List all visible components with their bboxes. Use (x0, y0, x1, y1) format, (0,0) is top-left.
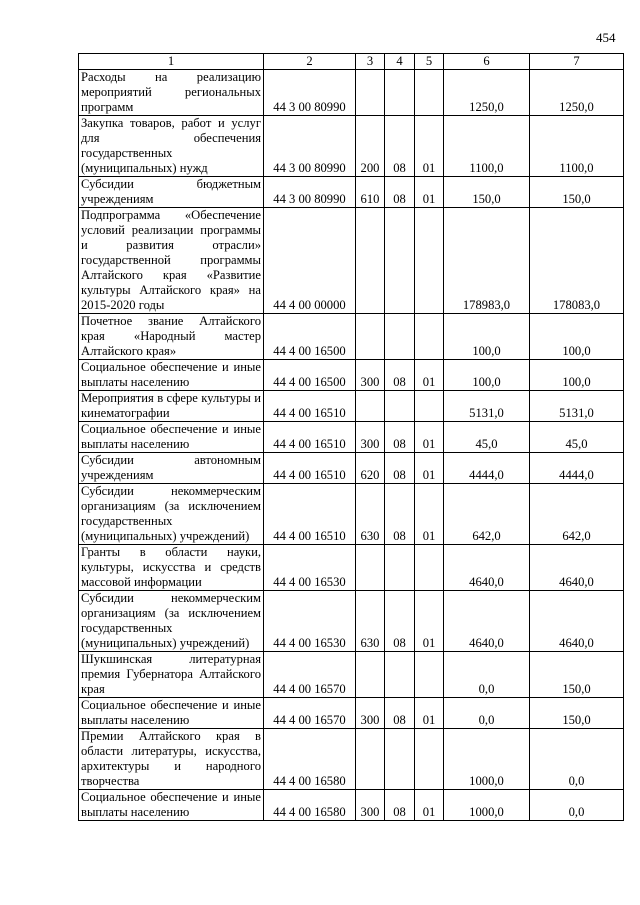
row-value-col6: 100,0 (444, 360, 530, 391)
row-name: Социальное обеспечение и иные выплаты населению (79, 422, 264, 453)
row-code: 44 4 00 16510 (264, 453, 356, 484)
row-col3: 200 (356, 116, 385, 177)
row-code: 44 4 00 16500 (264, 314, 356, 360)
row-value-col7: 150,0 (530, 177, 624, 208)
row-value-col6: 1100,0 (444, 116, 530, 177)
row-value-col6: 150,0 (444, 177, 530, 208)
table-row (79, 422, 624, 453)
row-value-col7: 4444,0 (530, 453, 624, 484)
row-value-col7: 150,0 (530, 652, 624, 698)
row-name: Субсидии автономным учреждениям (79, 453, 264, 484)
table-row (79, 790, 624, 821)
row-col3 (356, 545, 385, 591)
row-col5: 01 (415, 360, 444, 391)
row-code: 44 4 00 16570 (264, 652, 356, 698)
row-value-col6: 178983,0 (444, 208, 530, 314)
row-col5: 01 (415, 422, 444, 453)
row-col3 (356, 314, 385, 360)
row-value-col6: 1000,0 (444, 729, 530, 790)
row-col5: 01 (415, 116, 444, 177)
table-row (79, 729, 624, 790)
row-col5: 01 (415, 453, 444, 484)
row-name: Премии Алтайского края в области литературы, искусства, архитектуры и народного творчества (79, 729, 264, 790)
row-col5 (415, 70, 444, 116)
table-row (79, 391, 624, 422)
row-value-col6: 4444,0 (444, 453, 530, 484)
row-name: Подпрограмма «Обеспечение условий реализации программы и развития отрасли» государственной программы Алтайского края «Развитие культуры Алтайского края» на 2015-2020 годы (79, 208, 264, 314)
row-col4 (385, 652, 415, 698)
row-col3 (356, 729, 385, 790)
page-number: 454 (596, 30, 616, 45)
table-row (79, 360, 624, 391)
row-col4: 08 (385, 484, 415, 545)
row-col4: 08 (385, 698, 415, 729)
column-header: 2 (264, 54, 356, 70)
row-value-col6: 1000,0 (444, 790, 530, 821)
row-col4 (385, 729, 415, 790)
row-code: 44 4 00 16530 (264, 591, 356, 652)
row-col3 (356, 391, 385, 422)
table-body (79, 70, 624, 821)
row-col3: 630 (356, 484, 385, 545)
row-col4: 08 (385, 177, 415, 208)
row-col4 (385, 208, 415, 314)
row-name: Почетное звание Алтайского края «Народный мастер Алтайского края» (79, 314, 264, 360)
table-row (79, 484, 624, 545)
row-col5 (415, 391, 444, 422)
row-col5: 01 (415, 177, 444, 208)
column-header: 3 (356, 54, 385, 70)
row-name: Социальное обеспечение и иные выплаты населению (79, 790, 264, 821)
row-name: Мероприятия в сфере культуры и кинематографии (79, 391, 264, 422)
row-col5 (415, 729, 444, 790)
column-header: 4 (385, 54, 415, 70)
row-col5 (415, 314, 444, 360)
row-col4: 08 (385, 116, 415, 177)
row-name: Социальное обеспечение и иные выплаты населению (79, 698, 264, 729)
row-value-col7: 178083,0 (530, 208, 624, 314)
row-code: 44 3 00 80990 (264, 116, 356, 177)
row-code: 44 4 00 16510 (264, 391, 356, 422)
row-col3 (356, 70, 385, 116)
row-col3 (356, 652, 385, 698)
row-code: 44 3 00 80990 (264, 177, 356, 208)
row-name: Гранты в области науки, культуры, искусства и средств массовой информации (79, 545, 264, 591)
row-value-col7: 5131,0 (530, 391, 624, 422)
row-col4 (385, 70, 415, 116)
row-col3: 620 (356, 453, 385, 484)
table-row (79, 314, 624, 360)
row-col3: 630 (356, 591, 385, 652)
header-row (79, 54, 624, 70)
row-value-col6: 0,0 (444, 652, 530, 698)
row-value-col6: 5131,0 (444, 391, 530, 422)
row-name: Субсидии некоммерческим организациям (за исключением государственных (муниципальных) учреждений) (79, 591, 264, 652)
row-col3: 300 (356, 698, 385, 729)
column-header: 5 (415, 54, 444, 70)
row-code: 44 3 00 80990 (264, 70, 356, 116)
row-value-col6: 1250,0 (444, 70, 530, 116)
table-row (79, 453, 624, 484)
row-col5 (415, 652, 444, 698)
row-col5: 01 (415, 698, 444, 729)
row-name: Социальное обеспечение и иные выплаты населению (79, 360, 264, 391)
row-col4: 08 (385, 360, 415, 391)
row-col4: 08 (385, 591, 415, 652)
row-value-col7: 1100,0 (530, 116, 624, 177)
row-col3: 610 (356, 177, 385, 208)
row-code: 44 4 00 00000 (264, 208, 356, 314)
table-row (79, 545, 624, 591)
row-name: Шукшинская литературная премия Губернатора Алтайского края (79, 652, 264, 698)
row-name: Субсидии бюджетным учреждениям (79, 177, 264, 208)
row-value-col7: 0,0 (530, 729, 624, 790)
table-row (79, 116, 624, 177)
row-col3 (356, 208, 385, 314)
row-value-col7: 0,0 (530, 790, 624, 821)
row-value-col6: 0,0 (444, 698, 530, 729)
row-value-col7: 4640,0 (530, 591, 624, 652)
row-value-col7: 150,0 (530, 698, 624, 729)
row-col4 (385, 391, 415, 422)
table-row (79, 70, 624, 116)
row-col4: 08 (385, 422, 415, 453)
row-code: 44 4 00 16510 (264, 484, 356, 545)
row-value-col6: 100,0 (444, 314, 530, 360)
table-row (79, 591, 624, 652)
table-row (79, 208, 624, 314)
row-col3: 300 (356, 360, 385, 391)
table-row (79, 652, 624, 698)
row-value-col6: 45,0 (444, 422, 530, 453)
row-col4 (385, 545, 415, 591)
row-value-col6: 4640,0 (444, 591, 530, 652)
table-row (79, 698, 624, 729)
row-code: 44 4 00 16500 (264, 360, 356, 391)
row-col3: 300 (356, 790, 385, 821)
row-value-col7: 642,0 (530, 484, 624, 545)
row-col3: 300 (356, 422, 385, 453)
row-value-col6: 4640,0 (444, 545, 530, 591)
row-col5 (415, 545, 444, 591)
row-col5 (415, 208, 444, 314)
row-value-col7: 1250,0 (530, 70, 624, 116)
row-value-col6: 642,0 (444, 484, 530, 545)
row-code: 44 4 00 16570 (264, 698, 356, 729)
table-row (79, 177, 624, 208)
row-value-col7: 100,0 (530, 314, 624, 360)
row-code: 44 4 00 16580 (264, 790, 356, 821)
row-col4: 08 (385, 453, 415, 484)
row-col5: 01 (415, 790, 444, 821)
row-value-col7: 4640,0 (530, 545, 624, 591)
row-name: Субсидии некоммерческим организациям (за исключением государственных (муниципальных) учреждений) (79, 484, 264, 545)
column-header: 7 (530, 54, 624, 70)
column-header: 1 (79, 54, 264, 70)
row-col4 (385, 314, 415, 360)
row-col5: 01 (415, 591, 444, 652)
row-value-col7: 45,0 (530, 422, 624, 453)
budget-table (78, 53, 624, 821)
row-col5: 01 (415, 484, 444, 545)
row-col4: 08 (385, 790, 415, 821)
row-value-col7: 100,0 (530, 360, 624, 391)
row-name: Закупка товаров, работ и услуг для обеспечения государственных (муниципальных) нужд (79, 116, 264, 177)
row-code: 44 4 00 16580 (264, 729, 356, 790)
row-code: 44 4 00 16510 (264, 422, 356, 453)
row-code: 44 4 00 16530 (264, 545, 356, 591)
row-name: Расходы на реализацию мероприятий региональных программ (79, 70, 264, 116)
column-header: 6 (444, 54, 530, 70)
